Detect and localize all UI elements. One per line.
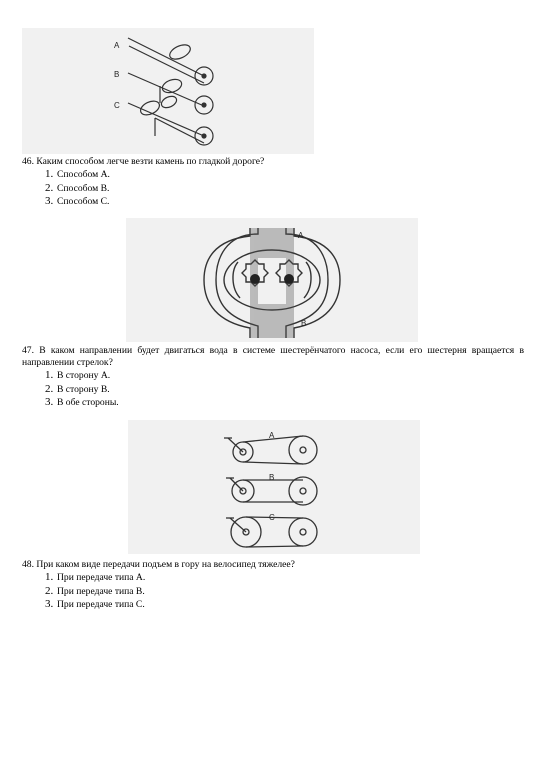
figure-48-label-b: B [269, 473, 275, 482]
option-item[interactable]: 3. В обе стороны. [45, 396, 119, 408]
figure-46-label-c: C [114, 101, 120, 110]
option-label: В сторону В. [57, 383, 110, 395]
option-label: При передаче типа С. [57, 599, 145, 610]
figure-47-gear-pump [126, 218, 418, 342]
option-item[interactable]: 2. В сторону В. [45, 382, 110, 395]
option-label: Способом А. [57, 169, 110, 180]
option-item[interactable]: 3. При передаче типа С. [45, 598, 145, 610]
figure-46-label-a: A [114, 41, 120, 50]
figure-46-drawing [22, 28, 314, 154]
figure-48-label-c: C [269, 513, 275, 522]
figure-48-bicycle-gears [128, 420, 420, 554]
figure-48-drawing [128, 420, 420, 554]
option-label: В обе стороны. [57, 397, 119, 408]
figure-46-label-b: B [114, 70, 120, 79]
option-item[interactable]: 2. При передаче типа В. [45, 584, 145, 597]
question-48-text: 48. При каком виде передачи подъем в гору на велосипед тяжелее? [22, 559, 295, 570]
option-item[interactable]: 1. Способом А. [45, 168, 110, 180]
figure-47-label-b: B [301, 319, 307, 328]
question-46-text: 46. Каким способом легче везти камень по гладкой дороге? [22, 156, 265, 167]
figure-48-label-a: A [269, 431, 275, 440]
option-label: В сторону А. [57, 370, 111, 381]
figure-47-label-a: A [298, 231, 304, 240]
option-item[interactable]: 1. При передаче типа А. [45, 571, 146, 583]
option-item[interactable]: 1. В сторону А. [45, 369, 111, 381]
option-item[interactable]: 3. Способом С. [45, 195, 110, 207]
figure-46-stone-methods [22, 28, 314, 154]
figure-47-drawing [126, 218, 418, 342]
question-47-text: 47. В каком направлении будет двигаться вода в системе шестерёнчатого насоса, если его шестерня вращается в направлении стрелок? [22, 345, 524, 368]
question-46-options [45, 168, 110, 209]
option-label: Способом В. [57, 182, 110, 194]
question-47-options [45, 369, 119, 410]
option-label: Способом С. [57, 196, 110, 207]
question-48-options [45, 571, 145, 612]
option-label: При передаче типа В. [57, 585, 145, 597]
option-label: При передаче типа А. [57, 572, 146, 583]
option-item[interactable]: 2. Способом В. [45, 181, 110, 194]
